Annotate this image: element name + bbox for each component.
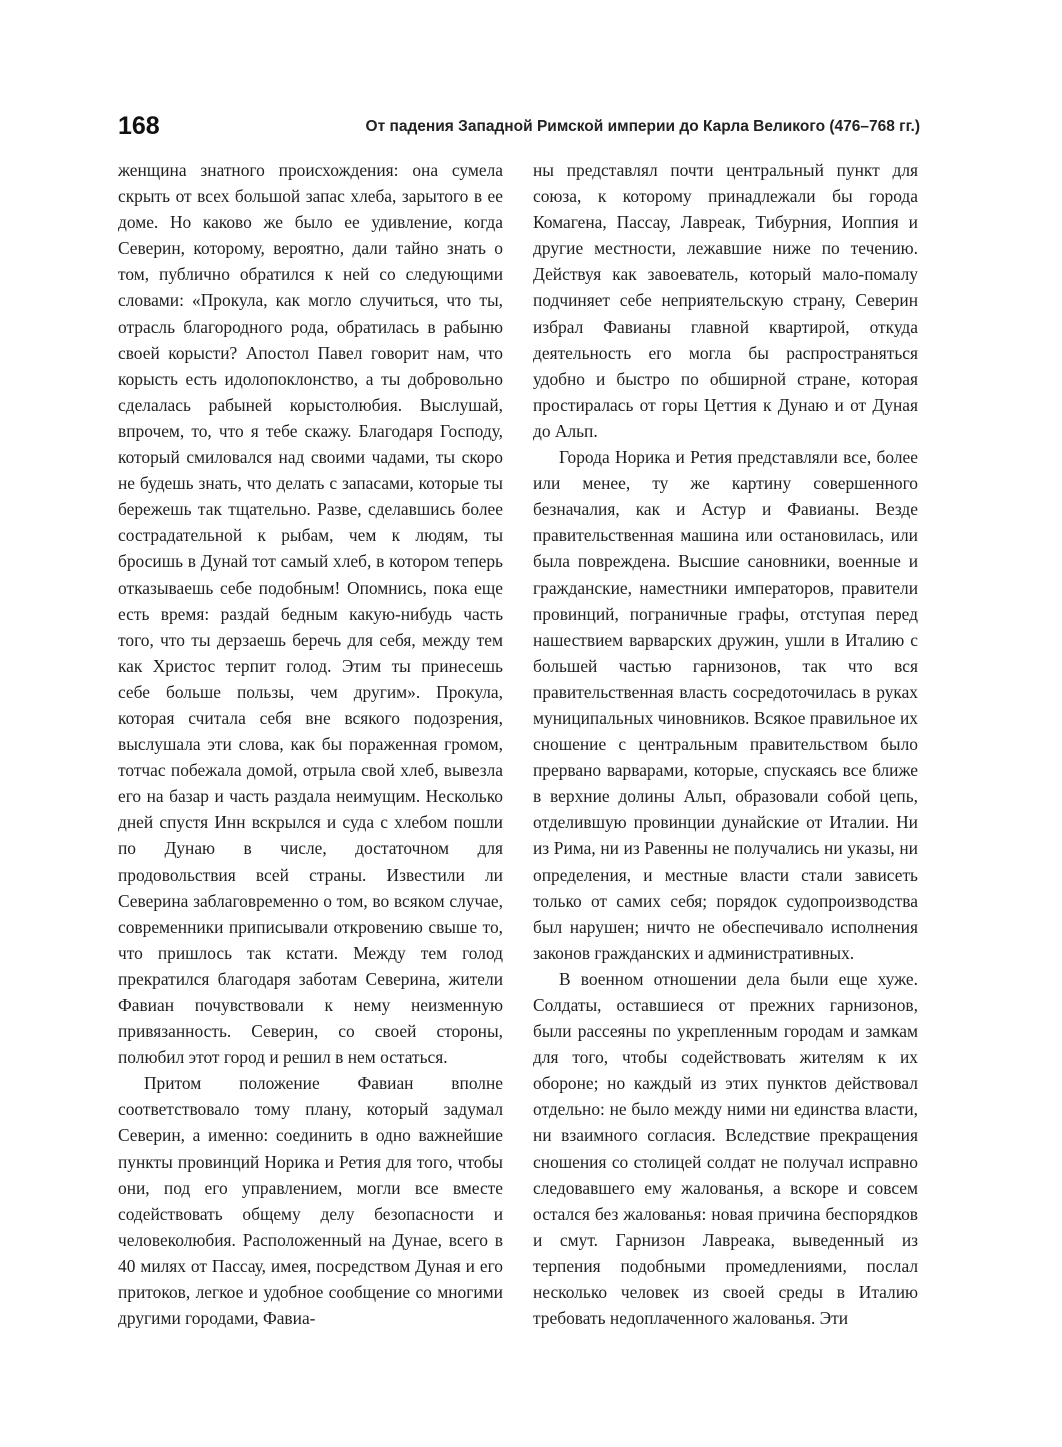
- left-paragraph-2: Притом положение Фавиан вполне соответствовало тому плану, который задумал Северин, а именно: соединить в одно важнейшие пункты провинций Норика и Ретия для того, чтобы они, под его управлением, могли все вместе содействовать общему делу безопасности и человеколюбия. Расположенный на Дунае, всего в 40 милях от Пассау, имея, посредством Дуная и его притоков, легкое и удобное сообщение со многими другими городами, Фавиа-: [118, 1073, 503, 1329]
- book-title: От падения Западной Римской империи до Карла Великого (476–768 гг.): [365, 118, 920, 135]
- page-number: 168: [118, 112, 160, 140]
- left-paragraph-1: женщина знатного происхождения: она сумела скрыть от всех большой запас хлеба, зарытого в ее доме. Но каково же было ее удивление, когда Северин, которому, вероятно, дали тайно знать о том, публично обратился к ней со следующими словами: «Прокула, как могло случиться, что ты, отрасль благородного рода, обратилась в рабыню своей корысти? Апостол Павел говорит нам, что корысть есть идолопоклонство, а ты добровольно сделалась рабыней корыстолюбия. Выслушай, впрочем, то, что я тебе скажу. Благодаря Господу, который смиловался над своими чадами, ты скоро не будешь знать, что делать с запасами, которые ты бережешь так тщательно. Разве, сделавшись более сострадательной к рыбам, чем к людям, ты бросишь в Дунай тот самый хлеб, в котором теперь отказываешь себе подобным! Опомнись, пока еще есть время: раздай бедным какую-нибудь часть того, что ты дерзаешь беречь для себя, между тем как Христос терпит голод. Этим ты принесешь себе больше пользы, чем другим». Прокула, которая считала себя вне всякого подозрения, выслушала эти слова, как бы пораженная громом, тотчас побежала домой, отрыла свой хлеб, вывезла его на базар и часть раздала неимущим. Несколько дней спустя Инн вскрылся и суда с хлебом пошли по Дунаю в числе, достаточном для продовольствия всей страны. Известили ли Северина заблаговременно о том, во всяком случае, современники приписывали откровению свыше то, что пришлось так кстати. Между тем голод прекратился благодаря заботам Северина, жители Фавиан почувствовали к нему неизменную привязанность. Северин, со своей стороны, полюбил этот город и решил в нем остаться.: [118, 160, 503, 1068]
- running-head: [118, 108, 920, 148]
- right-column: [533, 157, 918, 1331]
- right-paragraph-1: ны представлял почти центральный пункт для союза, к которому принадлежали бы города Комагена, Пассау, Лавреак, Тибурния, Иоппия и другие местности, лежавшие ниже по течению. Действуя как завоеватель, который мало-помалу подчиняет себе неприятельскую страну, Северин избрал Фавианы главной квартирой, откуда деятельность его могла бы распространяться удобно и быстро по обширной стране, которая простиралась от горы Цеттия к Дунаю и от Дуная до Альп.: [533, 160, 918, 441]
- right-paragraph-3: В военном отношении дела были еще хуже. Солдаты, оставшиеся от прежних гарнизонов, были рассеяны по укрепленным городам и замкам для того, чтобы содействовать жителям к их обороне; но каждый из этих пунктов действовал отдельно: не было между ними ни единства власти, ни взаимного согласия. Вследствие прекращения сношения со столицей солдат не получал исправно следовавшего ему жалованья, а вскоре и совсем остался без жалованья: новая причина беспорядков и смут. Гарнизон Лавреака, выведенный из терпения подобными промедлениями, послал несколько человек из своей среды в Италию требовать недоплаченного жалованья. Эти: [533, 968, 918, 1329]
- left-column: [118, 157, 503, 1331]
- right-paragraph-2: Города Норика и Ретия представляли все, более или менее, ту же картину совершенного безначалия, как и Астур и Фавианы. Везде правительственная машина или остановилась, или была повреждена. Высшие сановники, военные и гражданские, наместники императоров, правители провинций, пограничные графы, отступая перед нашествием варварских дружин, ушли в Италию с большей частью гарнизонов, так что вся правительственная власть сосредоточилась в руках муниципальных чиновников. Всякое правильное их сношение с центральным правительством было прервано варварами, которые, спускаясь все ближе в верхние долины Альп, образовали собой цепь, отделившую провинции дунайские от Италии. Ни из Рима, ни из Равенны не получались ни указы, ни определения, и местные власти стали зависеть только от самих себя; порядок судопроизводства был нарушен; ничто не обеспечивало исполнения законов гражданских и административных.: [533, 447, 918, 963]
